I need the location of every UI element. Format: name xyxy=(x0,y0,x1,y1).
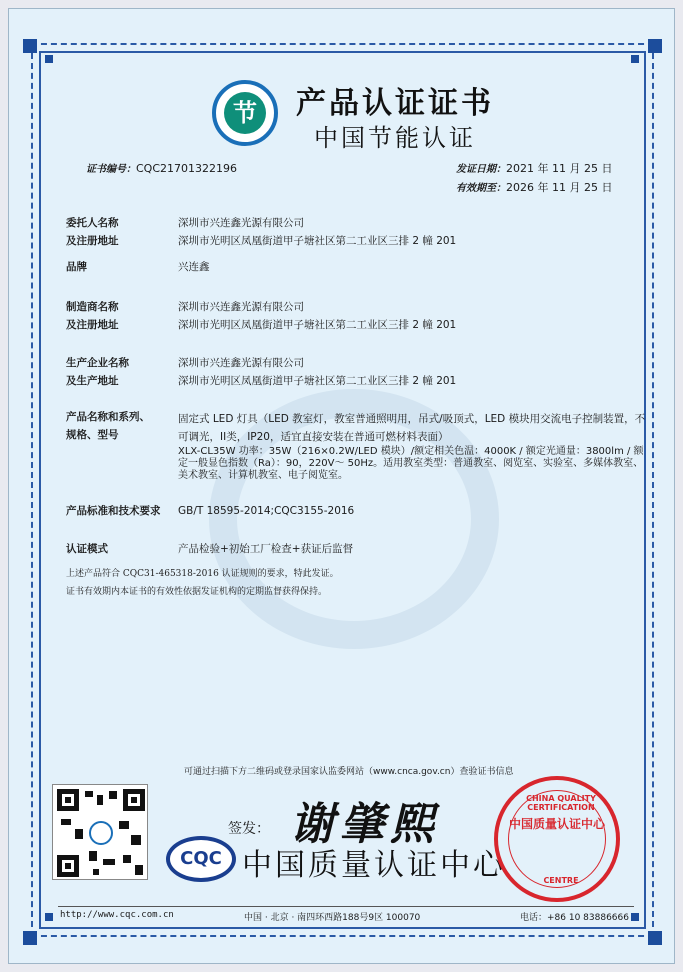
qr-code-icon[interactable] xyxy=(52,784,148,880)
footer-phone: 电话：+86 10 83886666 xyxy=(520,913,629,923)
corner-mark xyxy=(631,913,639,921)
cqc-logo-icon: CQC xyxy=(166,836,236,882)
certificate-subtitle: 中国节能认证 xyxy=(314,124,476,152)
scan-note: 可通过扫描下方二维码或登录国家认监委网站（www.cnca.gov.cn）查验证书信息 xyxy=(184,767,514,777)
corner-mark xyxy=(631,55,639,63)
signature: 谢肇熙 xyxy=(290,799,440,850)
corner-mark xyxy=(23,931,37,945)
cert-dates xyxy=(456,160,612,198)
valid-date: 有效期至：2026 年 11 月 25 日 xyxy=(456,181,613,194)
org-name: 中国质量认证中心 xyxy=(242,848,506,883)
corner-mark xyxy=(45,55,53,63)
note-line-2: 证书有效期内本证书的有效性依据发证机构的定期监督获得保持。 xyxy=(66,587,328,597)
official-seal-icon: CHINA QUALITY CERTIFICATION 中国质量认证中心 CENTRE xyxy=(494,776,620,902)
corner-mark xyxy=(23,39,37,53)
certificate-title: 产品认证证书 xyxy=(296,86,494,121)
corner-mark xyxy=(648,39,662,53)
corner-mark xyxy=(45,913,53,921)
sign-label: 签发： xyxy=(228,821,270,837)
corner-mark xyxy=(648,931,662,945)
issue-date: 发证日期：2021 年 11 月 25 日 xyxy=(456,162,613,175)
footer-website[interactable]: http://www.cqc.com.cn xyxy=(60,910,174,920)
footer-divider xyxy=(58,906,634,907)
footer-address: 中国 · 北京 · 南四环西路188号9区 100070 xyxy=(244,913,421,923)
energy-conservation-logo-icon: 节 xyxy=(212,80,278,146)
cert-number: 证书编号：CQC21701322196 xyxy=(86,162,238,175)
note-line-1: 上述产品符合 CQC31-465318-2016 认证规则的要求，特此发证。 xyxy=(66,569,339,579)
